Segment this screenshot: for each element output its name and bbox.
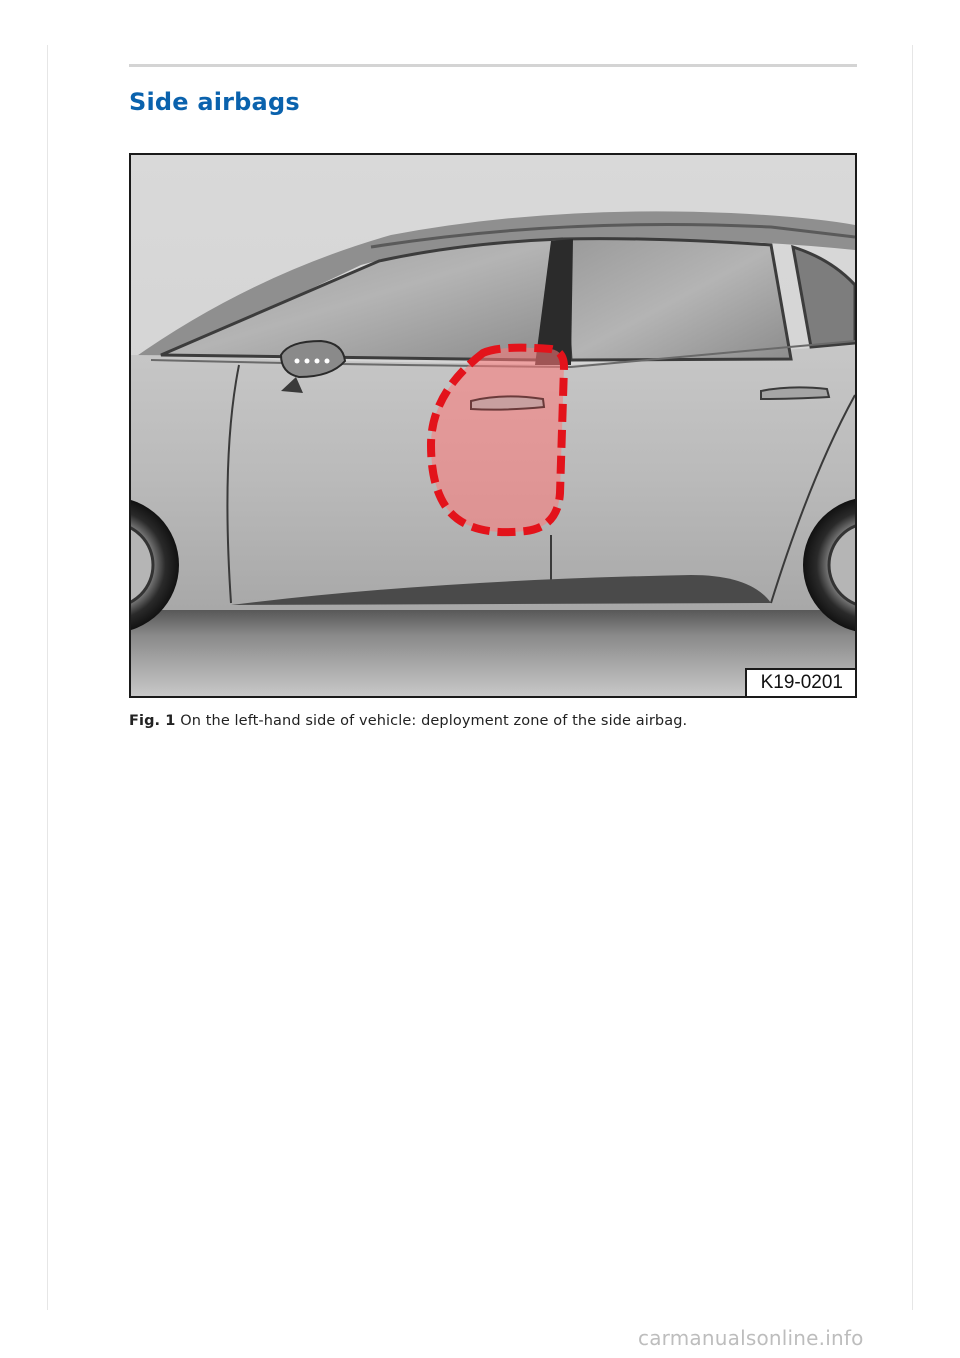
car-side-illustration (131, 155, 855, 696)
figure-label: Fig. 1 (129, 713, 176, 729)
figure-code: K19-0201 (745, 668, 855, 696)
caption-text: On the left-hand side of vehicle: deployment zone of the side airbag. (180, 713, 688, 729)
header-rule (129, 64, 857, 67)
watermark: carmanualsonline.info (638, 1326, 864, 1350)
figure-side-airbag (129, 153, 857, 698)
right-margin-line (912, 45, 913, 1310)
page-title: Side airbags (129, 88, 300, 116)
figure-caption (129, 713, 687, 729)
left-margin-line (47, 45, 48, 1310)
